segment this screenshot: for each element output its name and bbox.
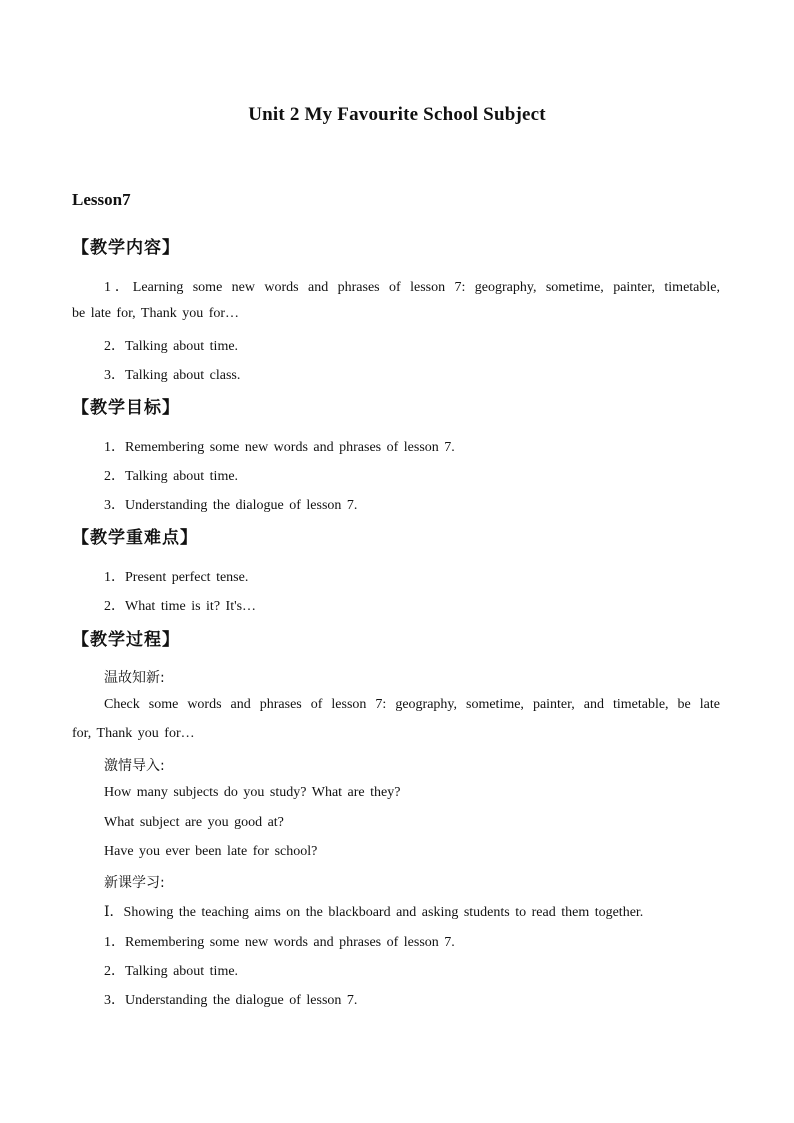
new-item-2: 2．Talking about time. <box>104 964 239 979</box>
intro-label: 激情导入: <box>104 758 165 774</box>
section-heading-goals: 【教学目标】 <box>72 398 180 418</box>
review-text: Check some words and phrases of lesson 7: geography, sometime, painter, and timetable, be late <box>104 697 720 712</box>
content-item-3: 3．Talking about class. <box>104 368 241 383</box>
new-item-3: 3．Understanding the dialogue of lesson 7. <box>104 993 358 1008</box>
new-lesson-label: 新课学习: <box>104 875 165 891</box>
new-item-1: 1．Remembering some new words and phrases of lesson 7. <box>104 935 455 950</box>
intro-question-2: What subject are you good at? <box>104 815 284 830</box>
section-heading-content: 【教学内容】 <box>72 238 180 258</box>
review-label: 温故知新: <box>104 670 165 686</box>
step-1: Ⅰ．Showing the teaching aims on the blackboard and asking students to read them together. <box>104 905 644 920</box>
key-point-2: 2．What time is it? It's… <box>104 599 257 614</box>
page-title: Unit 2 My Favourite School Subject <box>248 104 546 125</box>
content-item-1-cont: be late for, Thank you for… <box>72 306 240 321</box>
goal-item-3: 3．Understanding the dialogue of lesson 7. <box>104 498 358 513</box>
goal-item-1: 1．Remembering some new words and phrases of lesson 7. <box>104 440 455 455</box>
review-text-cont: for, Thank you for… <box>72 726 195 741</box>
section-heading-process: 【教学过程】 <box>72 630 180 650</box>
content-item-2: 2．Talking about time. <box>104 339 239 354</box>
key-point-1: 1．Present perfect tense. <box>104 570 249 585</box>
lesson-heading: Lesson7 <box>72 190 131 209</box>
intro-question-3: Have you ever been late for school? <box>104 844 318 859</box>
intro-question-1: How many subjects do you study? What are they? <box>104 785 401 800</box>
goal-item-2: 2．Talking about time. <box>104 469 239 484</box>
section-heading-key-points: 【教学重难点】 <box>72 528 198 548</box>
content-item-1: 1．Learning some new words and phrases of lesson 7: geography, sometime, painter, timetable, <box>104 280 720 295</box>
